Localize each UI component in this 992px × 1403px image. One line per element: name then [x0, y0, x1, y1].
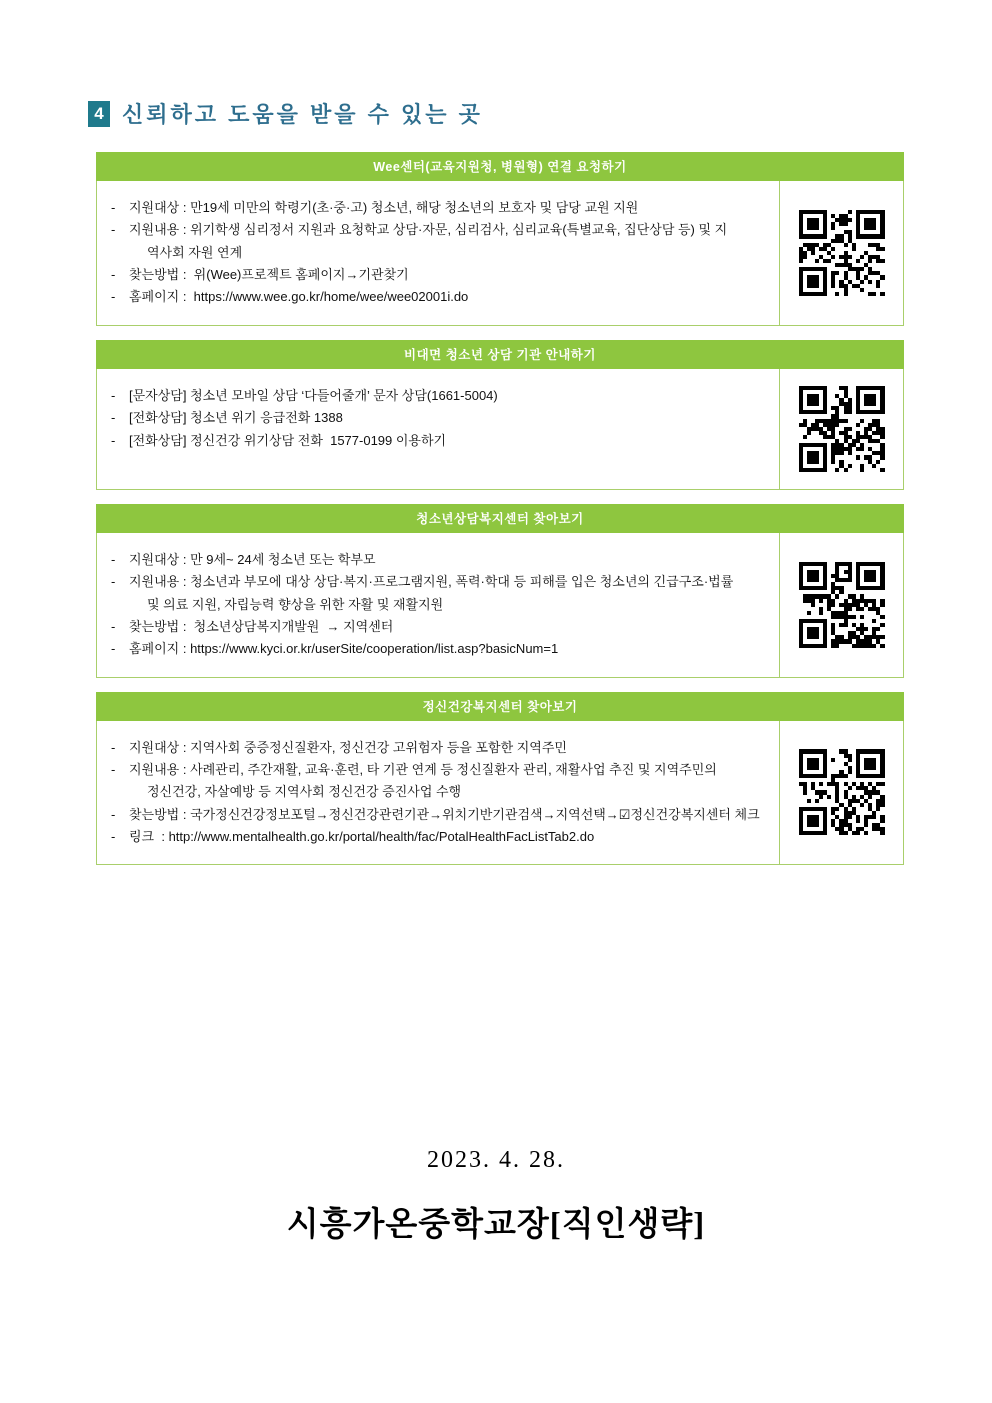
bullet-dash: -: [111, 739, 116, 755]
info-line: 홈페이지 : https://www.kyci.or.kr/userSite/cooperation/list.asp?basicNum=1: [129, 641, 559, 657]
qr-code-counsel-icon: [799, 386, 885, 472]
footer-organization: 시흥가온중학교장[직인생략]: [286, 1207, 706, 1243]
page-title: [88, 98, 483, 129]
section-header-youth-welfare: 청소년상담복지센터 찾아보기: [96, 504, 904, 533]
section-youth-welfare: [96, 504, 904, 678]
bullet-dash: -: [111, 432, 116, 448]
info-line: 지원내용 : 위기학생 심리정서 지원과 요청학교 상담·자문, 심리검사, 심리교육(특별교육, 집단상담 등) 및 지: [129, 222, 728, 238]
info-line: 지원내용 : 청소년과 부모에 대상 상담·복지·프로그램지원, 폭력·학대 등 피해를 입은 청소년의 긴급구조·법률: [129, 574, 734, 590]
info-line: 찾는방법 : 청소년상담복지개발원 → 지역센터: [129, 618, 394, 634]
bullet-dash: -: [111, 387, 116, 403]
section-mental-health: [96, 692, 904, 866]
section-header-wee: Wee센터(교육지원청, 병원형) 연결 요청하기: [96, 152, 904, 181]
bullet-dash: -: [111, 574, 116, 590]
info-line: [전화상담] 청소년 위기 응급전화 1388: [129, 410, 343, 426]
section-text-mental-health: [97, 721, 780, 865]
bullet-dash: -: [111, 410, 116, 426]
bullet-dash: [111, 242, 129, 264]
bullet-dash: -: [111, 641, 116, 657]
info-line: 홈페이지 : https://www.wee.go.kr/home/wee/wee02001i.do: [129, 289, 469, 305]
page-title-text: 신뢰하고 도움을 받을 수 있는 곳: [122, 102, 483, 127]
info-line: 찾는방법 : 위(Wee)프로젝트 홈페이지→기관찾기: [129, 267, 409, 283]
section-body-mental-health: [96, 721, 904, 866]
bullet-dash: -: [111, 806, 116, 822]
info-line: 정신건강, 자살예방 등 지역사회 정신건강 증진사업 수행: [147, 784, 462, 800]
info-line: 링크 : http://www.mentalhealth.go.kr/portal/health/fac/PotalHealthFacListTab2.do: [129, 829, 595, 845]
info-line: [문자상담] 청소년 모바일 상담 ‘다들어줄개’ 문자 상담(1661-5004): [129, 387, 498, 403]
qr-code-kyci-icon: [799, 562, 885, 648]
info-line: 역사회 자원 연계: [147, 244, 243, 260]
info-line: 지원내용 : 사례관리, 주간재활, 교육·훈련, 타 기관 연계 등 정신질환자 관리, 재활사업 추진 및 지역주민의: [129, 761, 717, 777]
bullet-dash: [111, 594, 129, 616]
qr-code-wee-icon: [799, 210, 885, 296]
section-body-counsel: [96, 369, 904, 490]
bullet-dash: -: [111, 618, 116, 634]
section-header-mental-health: 정신건강복지센터 찾아보기: [96, 692, 904, 721]
section-text-wee: [97, 181, 780, 325]
info-line: 찾는방법 : 국가정신건강정보포털→정신건강관련기관→위치기반기관검색→지역선택→☑정신건강복지센터 체크: [129, 806, 760, 822]
footer-date: 2023. 4. 28.: [427, 1147, 565, 1173]
section-body-wee: [96, 181, 904, 326]
info-line: 지원대상 : 만19세 미만의 학령기(초·중·고) 청소년, 해당 청소년의 보호자 및 담당 교원 지원: [129, 200, 639, 215]
bullet-dash: -: [111, 267, 116, 283]
bullet-dash: -: [111, 200, 116, 215]
bullet-dash: -: [111, 222, 116, 238]
info-line: 지원대상 : 지역사회 중증정신질환자, 정신건강 고위험자 등을 포함한 지역주민: [129, 739, 567, 755]
section-text-youth-welfare: [97, 533, 780, 677]
qr-cell-wee: [780, 181, 903, 325]
qr-code-mentalhealth-icon: [799, 749, 885, 835]
section-body-youth-welfare: [96, 533, 904, 678]
section-nonface-counsel: [96, 340, 904, 490]
info-line: 및 의료 지원, 자립능력 향상을 위한 자활 및 재활지원: [147, 596, 444, 612]
qr-cell-counsel: [780, 369, 903, 489]
info-line: [전화상담] 정신건강 위기상담 전화 1577-0199 이용하기: [129, 432, 447, 448]
qr-cell-youth-welfare: [780, 533, 903, 677]
section-header-counsel: 비대면 청소년 상담 기관 안내하기: [96, 340, 904, 369]
section-wee: [96, 152, 904, 326]
bullet-dash: [111, 781, 129, 803]
section-number-badge: 4: [88, 101, 110, 127]
qr-cell-mental-health: [780, 721, 903, 865]
bullet-dash: -: [111, 551, 116, 567]
section-text-counsel: [97, 369, 780, 489]
bullet-dash: -: [111, 289, 116, 305]
bullet-dash: -: [111, 761, 116, 777]
bullet-dash: -: [111, 829, 116, 845]
info-line: 지원대상 : 만 9세~ 24세 청소년 또는 학부모: [129, 551, 376, 567]
resource-table: [96, 152, 904, 865]
